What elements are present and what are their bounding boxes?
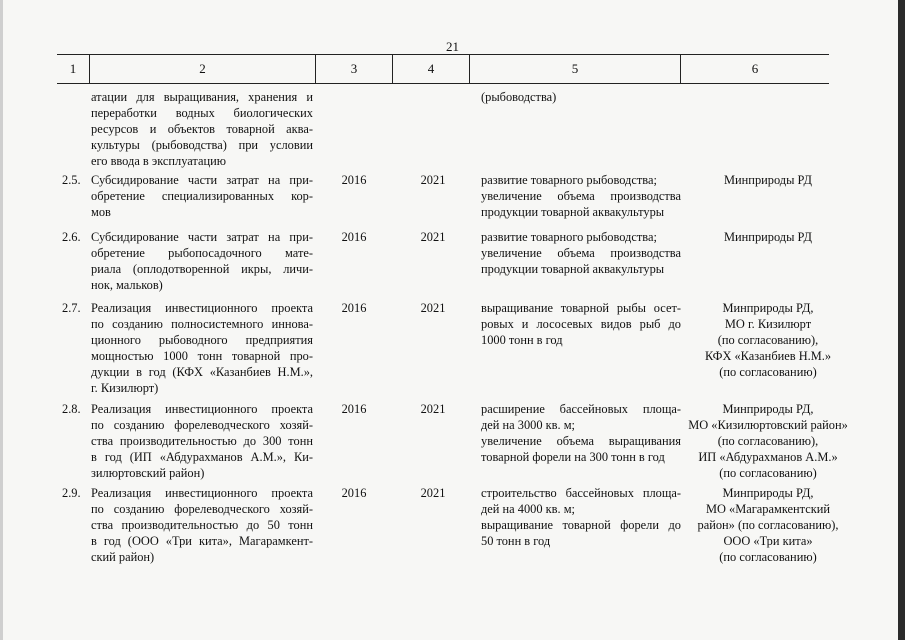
text-line: Субсидирование части затрат на при- bbox=[91, 230, 313, 244]
text-line: нок, мальков) bbox=[91, 278, 163, 292]
row-end-year: 2021 bbox=[420, 301, 446, 315]
row-name bbox=[91, 401, 313, 481]
text-line: по созданию форелеводческого хозяй- bbox=[91, 418, 313, 432]
text-line: зилюртовский район) bbox=[91, 466, 205, 480]
row-end-year: 2021 bbox=[420, 230, 446, 244]
text-line: 50 тонн в год bbox=[481, 534, 551, 548]
row-start-year: 2016 bbox=[341, 486, 367, 500]
column-header-6: 6 bbox=[751, 61, 759, 76]
text-line: развитие товарного рыбоводства; bbox=[481, 173, 657, 187]
row-result bbox=[481, 229, 681, 277]
text-line: ресурсов и объектов товарной аква- bbox=[91, 122, 313, 136]
row-responsible bbox=[682, 229, 854, 245]
text-line: ства производительностью до 300 тонн bbox=[91, 434, 313, 448]
text-line: (по согласованию), bbox=[717, 333, 819, 347]
row-result bbox=[481, 401, 681, 465]
text-line: ровых и лососевых видов рыб до bbox=[481, 317, 681, 331]
text-line: 1000 тонн в год bbox=[481, 333, 563, 347]
text-line: по созданию форелеводческого хозяй- bbox=[91, 502, 313, 516]
row-number: 2.6. bbox=[62, 230, 81, 244]
text-line: дей на 4000 кв. м; bbox=[481, 502, 575, 516]
text-line: выращивание товарной рыбы осет- bbox=[481, 301, 681, 315]
row-start-year: 2016 bbox=[341, 173, 367, 187]
row-name bbox=[91, 300, 313, 396]
scan-left-edge bbox=[0, 0, 3, 640]
column-header-1: 1 bbox=[69, 61, 77, 76]
text-line: продукции товарной аквакультуры bbox=[481, 262, 665, 276]
text-line: атации для выращивания, хранения и bbox=[91, 90, 313, 104]
text-line: Минприроды РД, bbox=[722, 301, 814, 315]
row-responsible bbox=[682, 401, 854, 481]
text-line: ООО «Три кита» bbox=[723, 534, 813, 548]
text-line: (по согласованию) bbox=[719, 550, 817, 564]
text-line: в год (ИП «Абдурахманов А.М.», Ки- bbox=[91, 450, 313, 464]
row-responsible bbox=[682, 172, 854, 188]
text-line: ИП «Абдурахманов А.М.» bbox=[698, 450, 838, 464]
row-start-year: 2016 bbox=[341, 402, 367, 416]
text-line: МО г. Кизилюрт bbox=[724, 317, 812, 331]
text-line: по созданию полносистемного иннова- bbox=[91, 317, 313, 331]
text-line: продукции товарной аквакультуры bbox=[481, 205, 665, 219]
text-line: мов bbox=[91, 205, 111, 219]
row-result bbox=[481, 172, 681, 220]
column-header-2: 2 bbox=[199, 61, 206, 76]
row-result bbox=[481, 485, 681, 549]
page-number: 21 bbox=[446, 39, 459, 54]
row-name bbox=[91, 229, 313, 293]
row-end-year: 2021 bbox=[420, 173, 446, 187]
row-start-year: 2016 bbox=[341, 230, 367, 244]
continuation-name bbox=[91, 89, 313, 169]
row-name bbox=[91, 172, 313, 220]
continuation-result bbox=[481, 89, 681, 105]
text-line: КФХ «Казанбиев Н.М.» bbox=[704, 349, 832, 363]
row-end-year: 2021 bbox=[420, 402, 446, 416]
text-line: его ввода в эксплуатацию bbox=[91, 154, 227, 168]
text-line: расширение бассейновых площа- bbox=[481, 402, 681, 416]
text-line: Реализация инвестиционного проекта bbox=[91, 402, 313, 416]
row-end-year: 2021 bbox=[420, 486, 446, 500]
row-number: 2.8. bbox=[62, 402, 81, 416]
text-line: переработки водных биологических bbox=[91, 106, 313, 120]
row-number: 2.5. bbox=[62, 173, 81, 187]
column-header-4: 4 bbox=[427, 61, 435, 76]
text-line: ский район) bbox=[91, 550, 155, 564]
text-line: увеличение объема производства bbox=[481, 189, 681, 203]
text-line: район» (по согласованию), bbox=[697, 518, 839, 532]
text-line: в год (ООО «Три кита», Магарамкент- bbox=[91, 534, 313, 548]
text-line: дей на 3000 кв. м; bbox=[481, 418, 575, 432]
scan-right-edge bbox=[898, 0, 905, 640]
row-start-year: 2016 bbox=[341, 301, 367, 315]
text-line: культуры (рыбоводства) при условии bbox=[91, 138, 313, 152]
text-line: ционного рыбоводного предприятия bbox=[91, 333, 313, 347]
row-responsible bbox=[682, 485, 854, 565]
text-line: выращивание товарной форели до bbox=[481, 518, 681, 532]
row-responsible bbox=[682, 300, 854, 380]
text-line: мощностью 1000 тонн товарной про- bbox=[91, 349, 313, 363]
text-line: товарной форели на 300 тонн в год bbox=[481, 450, 665, 464]
row-name bbox=[91, 485, 313, 565]
text-line: Реализация инвестиционного проекта bbox=[91, 486, 313, 500]
text-line: Минприроды РД, bbox=[722, 486, 814, 500]
table-header bbox=[57, 54, 829, 84]
text-line: обретение рыбопосадочного мате- bbox=[91, 246, 313, 260]
text-line: (по согласованию), bbox=[717, 434, 819, 448]
text-line: строительство бассейновых площа- bbox=[481, 486, 681, 500]
text-line: МО «Магарамкентский bbox=[705, 502, 831, 516]
text-line: обретение специализированных кор- bbox=[91, 189, 313, 203]
text-line: Минприроды РД bbox=[724, 230, 812, 244]
text-line: г. Кизилюрт) bbox=[91, 381, 159, 395]
text-line: развитие товарного рыбоводства; bbox=[481, 230, 657, 244]
row-number: 2.9. bbox=[62, 486, 81, 500]
text-line: (по согласованию) bbox=[719, 466, 817, 480]
row-number: 2.7. bbox=[62, 301, 81, 315]
column-header-5: 5 bbox=[571, 61, 579, 76]
text-line: увеличение объема выращивания bbox=[481, 434, 681, 448]
text-line: риала (оплодотворенной икры, личи- bbox=[91, 262, 313, 276]
column-header-3: 3 bbox=[350, 61, 358, 76]
text-line: (рыбоводства) bbox=[481, 90, 557, 104]
text-line: Реализация инвестиционного проекта bbox=[91, 301, 313, 315]
text-line: Минприроды РД, bbox=[722, 402, 814, 416]
text-line: Минприроды РД bbox=[724, 173, 812, 187]
text-line: Субсидирование части затрат на при- bbox=[91, 173, 313, 187]
text-line: увеличение объема производства bbox=[481, 246, 681, 260]
text-line: ства производительностью до 50 тонн bbox=[91, 518, 313, 532]
text-line: (по согласованию) bbox=[719, 365, 817, 379]
row-result bbox=[481, 300, 681, 348]
text-line: МО «Кизилюртовский район» bbox=[688, 418, 848, 432]
text-line: дукции в год (КФХ «Казанбиев Н.М.», bbox=[91, 365, 313, 379]
